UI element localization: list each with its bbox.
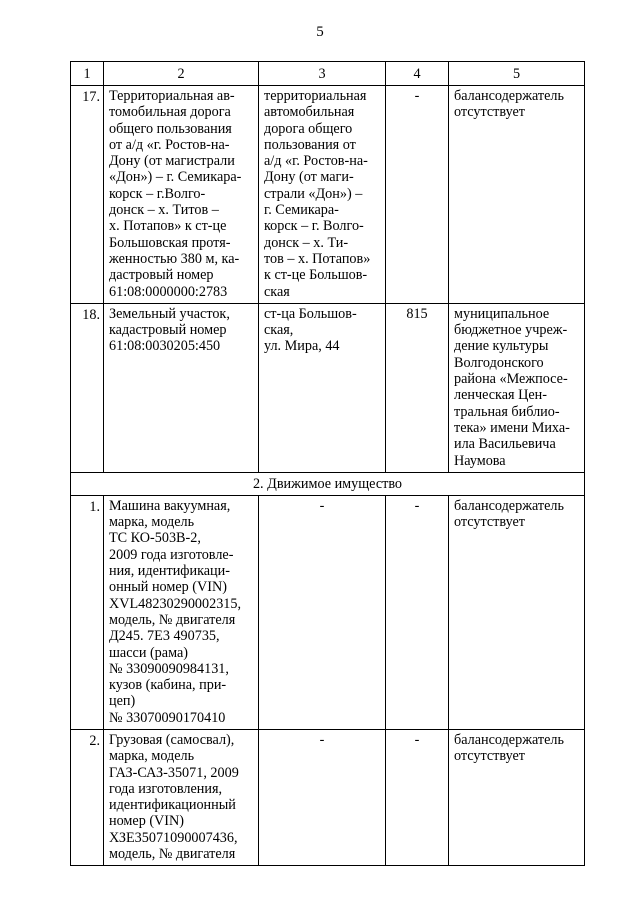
row-number: 1.: [71, 495, 104, 729]
property-area: -: [386, 729, 449, 865]
property-name: Территориальная ав- томобильная дорога общего пользования от а/д «г. Ростов-на- Дону (от магистрали «Дон») – г. Семикара- корск – г.Волго- донск – х. Титов – х. Потапов» к ст-це Большовская протя- женностью 380 м, ка- дастровый номер 61:08:0000000:2783: [104, 86, 259, 304]
table-header-row: [71, 62, 585, 86]
row-number: 17.: [71, 86, 104, 304]
property-name: Земельный участок, кадастровый номер 61:08:0030205:450: [104, 303, 259, 472]
property-holder: балансодержатель отсутствует: [449, 86, 585, 304]
property-area: 815: [386, 303, 449, 472]
property-area: -: [386, 495, 449, 729]
property-holder: муниципальное бюджетное учреж- дение культуры Волгодонского района «Межпосе- ленческая Цен- тральная библио- тека» имени Миха- ила Васильевича Наумова: [449, 303, 585, 472]
page-number: 5: [316, 24, 324, 40]
property-address: территориальная автомобильная дорога общего пользования от а/д «г. Ростов-на- Дону (от маги- страли «Дон») – г. Семикара- корск – г. Волго- донск – х. Ти- тов – х. Потапов» к ст-це Большов- ская: [259, 86, 386, 304]
section-title: 2. Движимое имущество: [71, 472, 585, 495]
table-row: [71, 495, 585, 729]
property-address: -: [259, 495, 386, 729]
table-row: [71, 303, 585, 472]
property-address: -: [259, 729, 386, 865]
row-number: 18.: [71, 303, 104, 472]
column-header: 3: [259, 62, 386, 86]
column-header: 5: [449, 62, 585, 86]
property-address: ст-ца Большов- ская, ул. Мира, 44: [259, 303, 386, 472]
property-table: [70, 61, 585, 866]
column-header: 2: [104, 62, 259, 86]
property-name: Грузовая (самосвал), марка, модель ГАЗ-САЗ-35071, 2009 года изготовления, идентификационный номер (VIN) ХЗЕ35071090007436, модель, № двигателя: [104, 729, 259, 865]
row-number: 2.: [71, 729, 104, 865]
property-holder: балансодержатель отсутствует: [449, 729, 585, 865]
table-row: [71, 86, 585, 304]
property-name: Машина вакуумная, марка, модель ТС КО-503В-2, 2009 года изготовле- ния, идентификаци- онный номер (VIN) XVL48230290002315, модель, № двигателя Д245. 7Е3 490735, шасси (рама) № 33090090984131, кузов (кабина, при- цеп) № 33070090170410: [104, 495, 259, 729]
property-holder: балансодержатель отсутствует: [449, 495, 585, 729]
table-row: [71, 729, 585, 865]
section-row: [71, 472, 585, 495]
column-header: 1: [71, 62, 104, 86]
column-header: 4: [386, 62, 449, 86]
property-area: -: [386, 86, 449, 304]
